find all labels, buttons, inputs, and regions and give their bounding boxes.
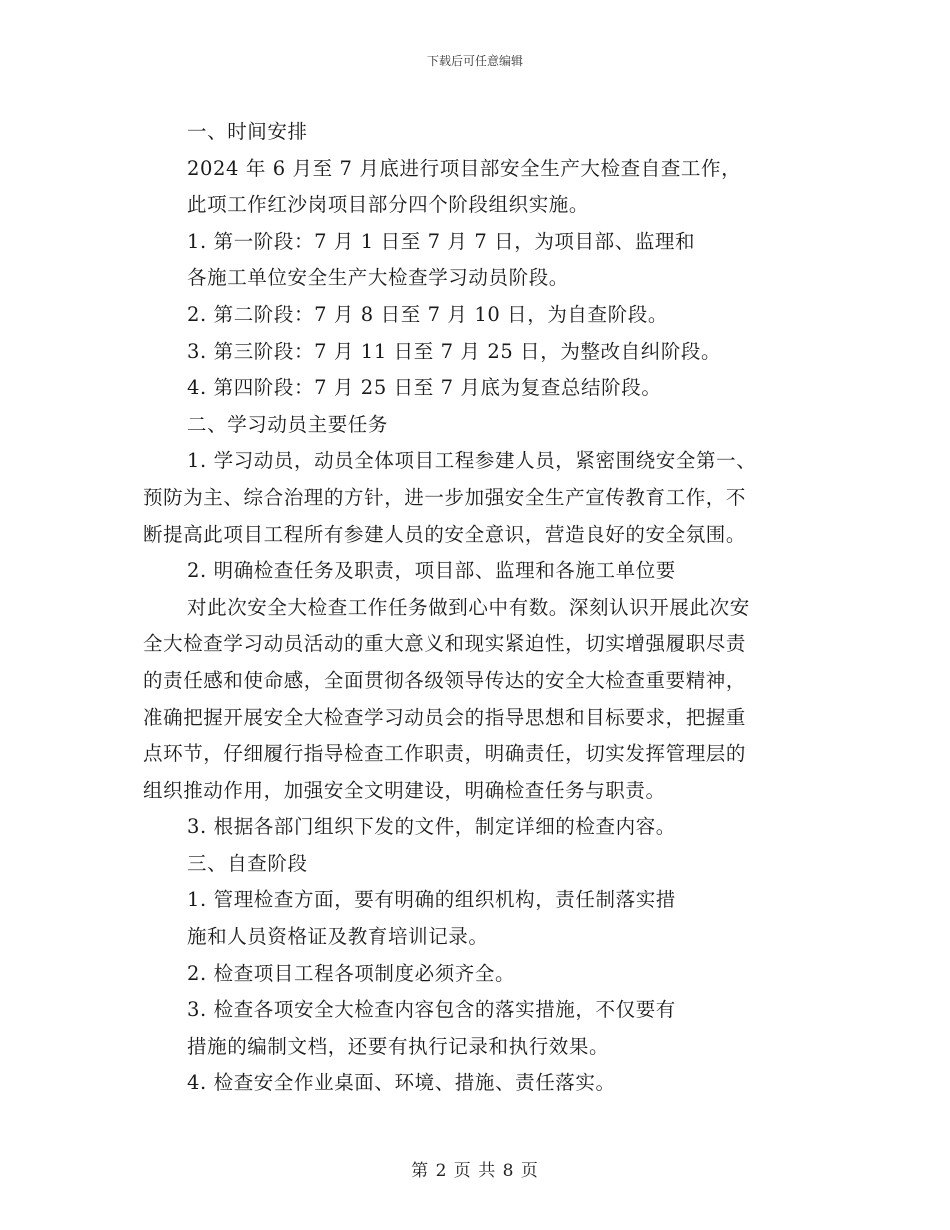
- paragraph-line: 准确把握开展安全大检查学习动员会的指导思想和目标要求，把握重: [143, 705, 747, 729]
- paragraph-line: 组织推动作用，加强安全文明建设，明确检查任务与职责。: [143, 778, 666, 802]
- paragraph-line: 对此次安全大检查工作任务做到心中有数。深刻认识开展此次安: [187, 595, 750, 619]
- paragraph-line: 措施的编制文档，还要有执行记录和执行效果。: [187, 1034, 610, 1058]
- paragraph-line: 1. 管理检查方面，要有明确的组织机构，责任制落实措: [187, 888, 676, 912]
- paragraph-line: 2024 年 6 月至 7 月底进行项目部安全生产大检查自查工作，: [187, 156, 742, 180]
- paragraph-line: 3. 根据各部门组织下发的文件，制定详细的检查内容。: [187, 815, 676, 839]
- paragraph-line: 3. 第三阶段：7 月 11 日至 7 月 25 日，为整改自纠阶段。: [187, 339, 722, 363]
- page-header: 下载后可任意编辑: [426, 54, 523, 68]
- paragraph-line: 断提高此项目工程所有参建人员的安全意识，营造良好的安全氛围。: [143, 522, 747, 546]
- paragraph-line: 3. 检查各项安全大检查内容包含的落实措施，不仅要有: [187, 998, 676, 1022]
- page-footer: 第 2 页 共 8 页: [411, 1161, 539, 1181]
- paragraph-line: 此项工作红沙岗项目部分四个阶段组织实施。: [187, 193, 590, 217]
- paragraph-line: 1. 学习动员，动员全体项目工程参建人员，紧密围绕安全第一、: [187, 449, 757, 473]
- paragraph-line: 点环节，仔细履行指导检查工作职责，明确责任，切实发挥管理层的: [143, 742, 747, 766]
- paragraph-line: 1. 第一阶段：7 月 1 日至 7 月 7 日，为项目部、监理和: [187, 229, 696, 253]
- section-heading-1: 一、时间安排: [187, 120, 308, 143]
- document-body: [143, 114, 803, 1102]
- paragraph-line: 全大检查学习动员活动的重大意义和现实紧迫性，切实增强履职尽责: [143, 632, 747, 656]
- paragraph-line: 施和人员资格证及教育培训记录。: [187, 925, 489, 949]
- paragraph-line: 的责任感和使命感，全面贯彻各级领导传达的安全大检查重要精神，: [143, 668, 747, 692]
- paragraph-line: 2. 检查项目工程各项制度必须齐全。: [187, 961, 516, 985]
- paragraph-line: 2. 明确检查任务及职责，项目部、监理和各施工单位要: [187, 559, 676, 583]
- paragraph-line: 预防为主、综合治理的方针，进一步加强安全生产宣传教育工作，不: [143, 485, 747, 509]
- paragraph-line: 2. 第二阶段：7 月 8 日至 7 月 10 日，为自查阶段。: [187, 302, 668, 326]
- paragraph-line: 各施工单位安全生产大检查学习动员阶段。: [187, 266, 569, 290]
- section-heading-2: 二、学习动员主要任务: [187, 412, 389, 436]
- paragraph-line: 4. 检查安全作业桌面、环境、措施、责任落实。: [187, 1071, 616, 1095]
- paragraph-line: 4. 第四阶段：7 月 25 日至 7 月底为复查总结阶段。: [187, 376, 662, 400]
- section-heading-3: 三、自查阶段: [187, 851, 308, 875]
